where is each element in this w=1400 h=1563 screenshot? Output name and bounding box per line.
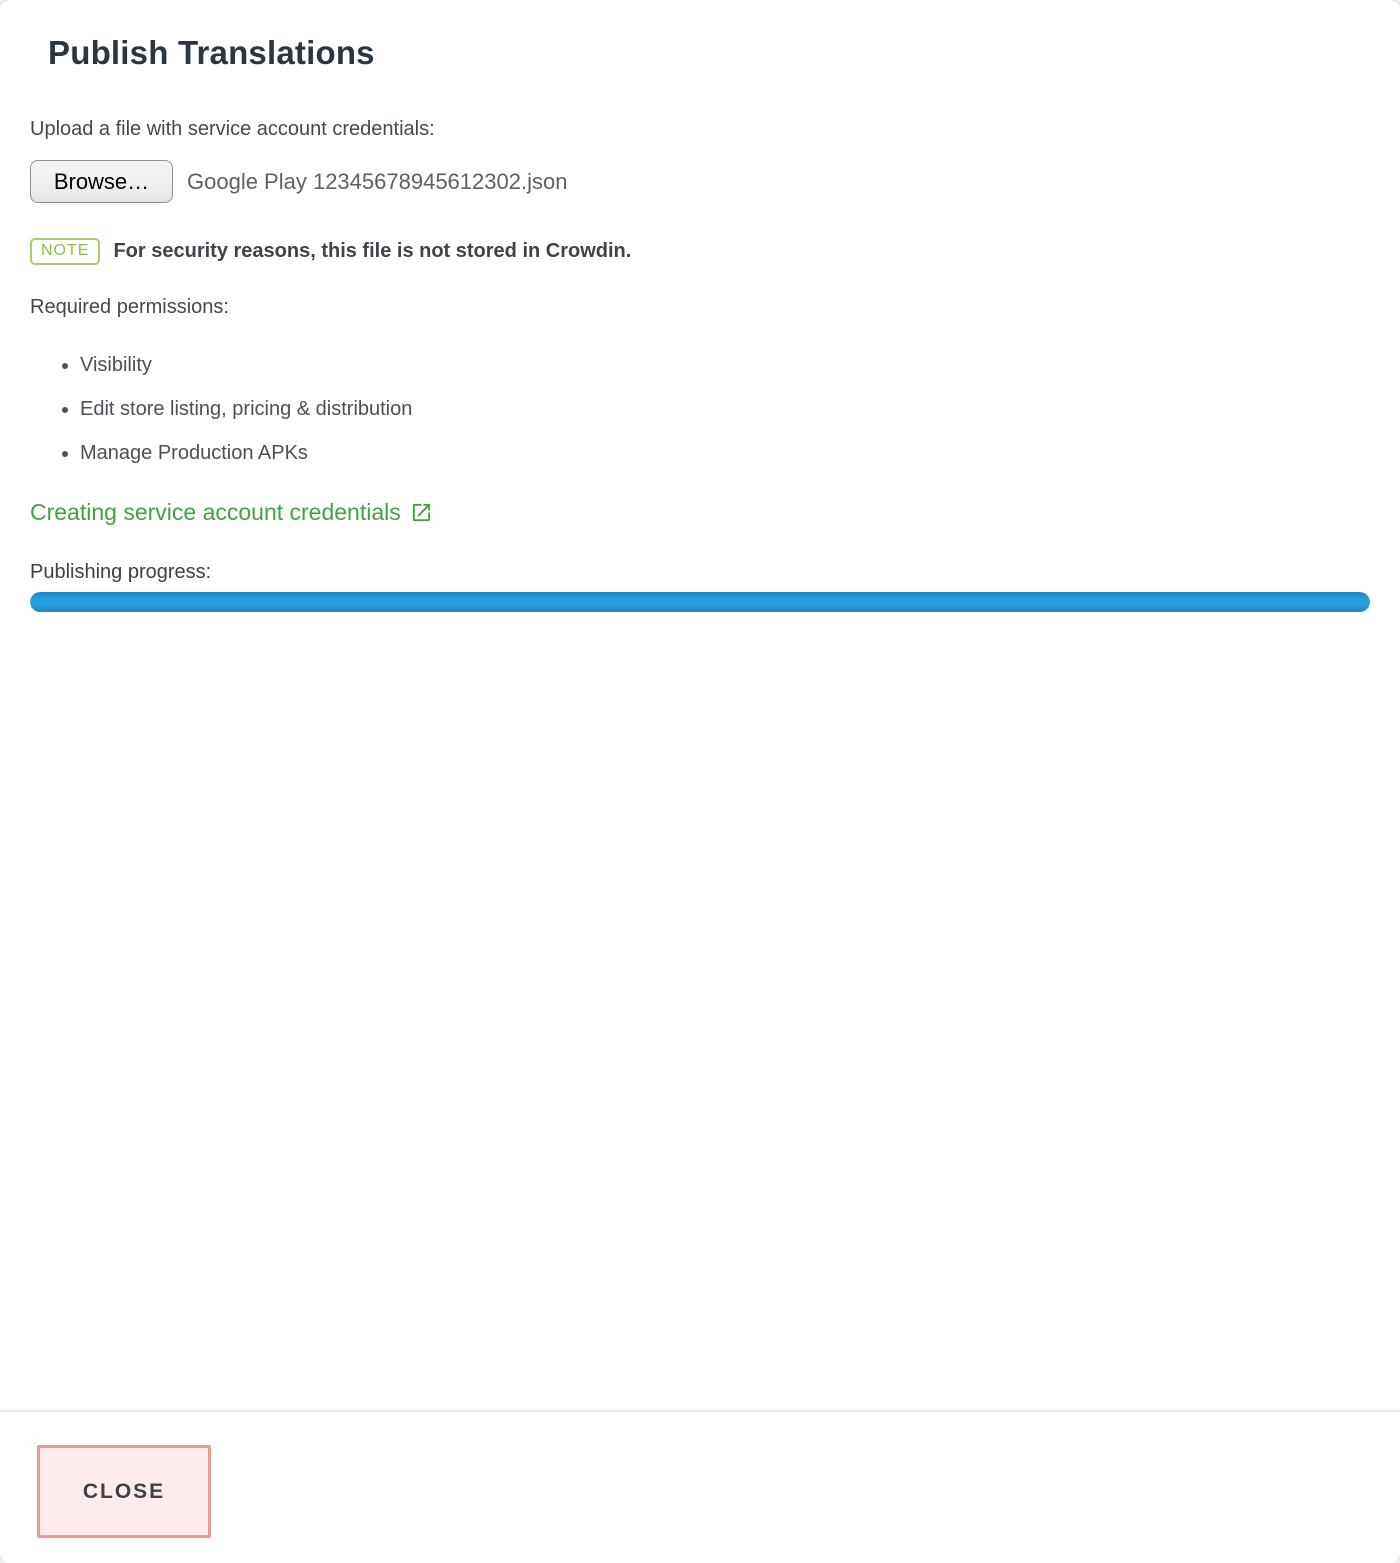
progress-bar: [30, 592, 1370, 612]
creating-service-account-credentials-link[interactable]: [30, 499, 433, 526]
permission-item-production-apks: • Manage Production APKs: [80, 442, 1370, 465]
selected-filename: Google Play 12345678945612302.json: [187, 168, 568, 194]
publishing-progress-label: Publishing progress:: [30, 561, 212, 583]
file-input-row: [30, 160, 1370, 203]
browse-button[interactable]: Browse…: [30, 160, 173, 203]
note-text: For security reasons, this file is not stored in Crowdin.: [113, 240, 632, 262]
dialog-footer: [0, 1412, 1400, 1563]
dialog-title: Publish Translations: [48, 34, 375, 71]
close-button[interactable]: CLOSE: [37, 1445, 211, 1538]
link-label: Creating service account credentials: [30, 499, 401, 525]
permissions-list: [30, 354, 1370, 465]
note-badge: NOTE: [30, 238, 100, 265]
note-row: [30, 238, 1370, 265]
external-link-icon: [410, 501, 433, 524]
upload-credentials-label: Upload a file with service account credentials:: [30, 118, 435, 140]
permission-item-visibility: • Visibility: [80, 354, 1370, 377]
permission-item-store-listing: • Edit store listing, pricing & distribution: [80, 398, 1370, 421]
required-permissions-label: Required permissions:: [30, 296, 229, 318]
progress-fill: [30, 592, 1370, 612]
